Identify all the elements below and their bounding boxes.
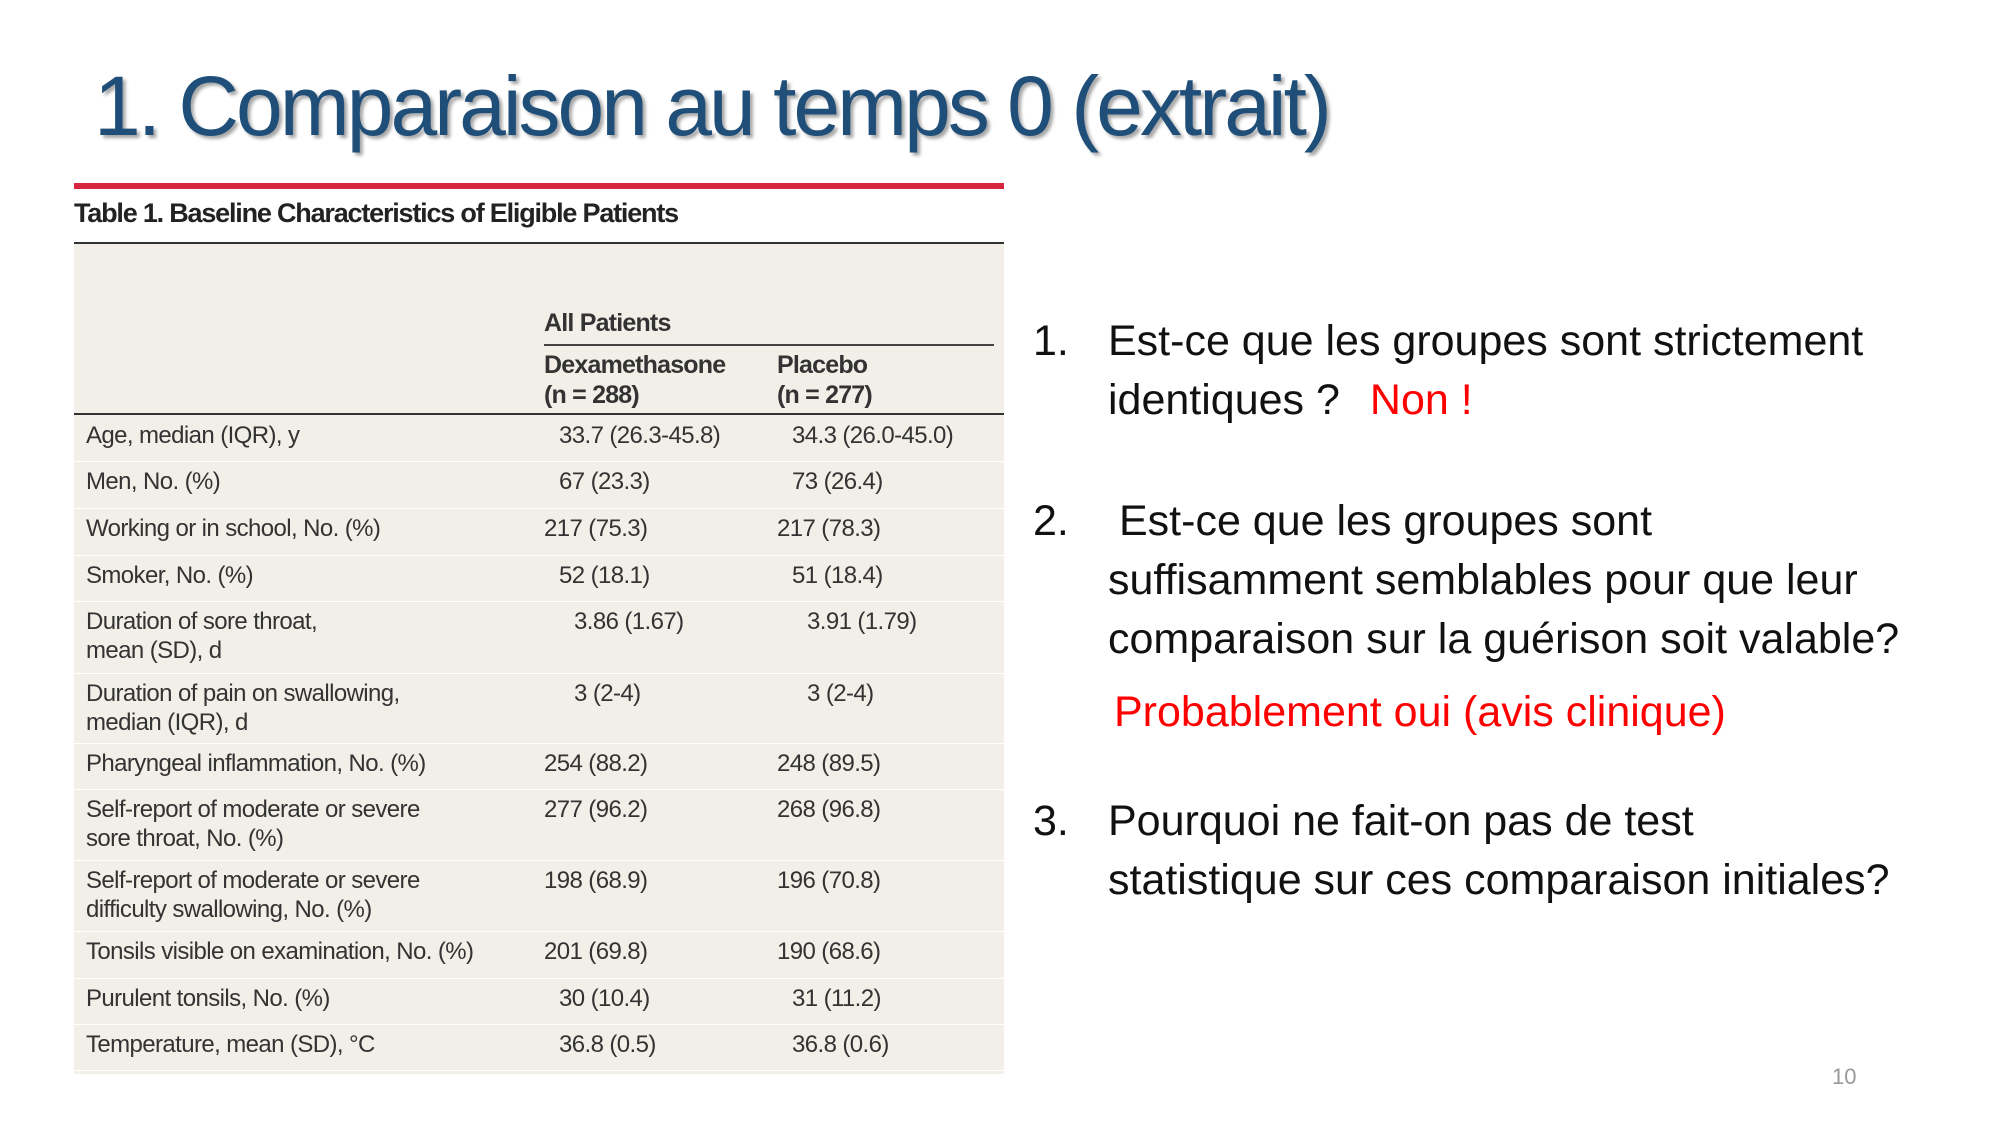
cell-pla: 34.3 (26.0-45.0) (792, 422, 954, 449)
cell-pla: 196 (70.8) (777, 867, 881, 894)
question-line: Est-ce que les groupes sont strictement (1108, 317, 1864, 365)
table-row (74, 743, 1004, 790)
question-line: identiques ? (1108, 376, 1340, 424)
cell-pla: 268 (96.8) (777, 796, 881, 823)
cell-dex: 36.8 (0.5) (559, 1031, 656, 1058)
slide-title: 1. Comparaison au temps 0 (extrait) (94, 59, 1329, 153)
table-row (74, 415, 1004, 462)
row-label (86, 514, 380, 543)
row-label (86, 795, 420, 853)
cell-dex: 201 (69.8) (544, 938, 648, 965)
row-label (86, 679, 400, 737)
table-row (74, 461, 1004, 509)
question-text (1108, 312, 1863, 371)
cell-dex: 52 (18.1) (559, 562, 650, 589)
question-text (1108, 851, 1890, 910)
row-label-line: Men, No. (%) (86, 468, 221, 495)
table-row (74, 555, 1004, 602)
table-row (74, 1024, 1004, 1071)
row-label (86, 984, 330, 1013)
question-text (1108, 551, 1858, 610)
row-label-line: difficulty swallowing, No. (%) (86, 896, 372, 923)
question-text (1108, 371, 1473, 430)
row-label-line: Smoker, No. (%) (86, 562, 254, 589)
row-label-line: Temperature, mean (SD), °C (86, 1031, 375, 1058)
row-label (86, 937, 473, 966)
row-label-line: Age, median (IQR), y (86, 422, 300, 449)
row-label (86, 866, 420, 924)
cell-pla: 51 (18.4) (792, 562, 883, 589)
cell-pla: 3.91 (1.79) (807, 608, 917, 635)
column-name: Dexamethasone (544, 351, 726, 379)
cell-pla: 3 (2-4) (807, 680, 874, 707)
question-line: Est-ce que les groupes sont (1119, 497, 1653, 545)
row-label-line: Purulent tonsils, No. (%) (86, 985, 330, 1012)
question-text (1108, 610, 1899, 669)
question-line: comparaison sur la guérison soit valable? (1108, 615, 1900, 663)
cell-dex: 254 (88.2) (544, 750, 648, 777)
group-header: All Patients (544, 309, 671, 337)
row-label-line: Working or in school, No. (%) (86, 515, 381, 542)
cell-pla: 217 (78.3) (777, 515, 881, 542)
question-line: statistique sur ces comparaison initiales? (1108, 856, 1890, 904)
row-label (86, 749, 426, 778)
question-text (1108, 792, 1694, 851)
question-number: 1. (1033, 317, 1069, 365)
row-label-line: Duration of sore throat, (86, 608, 318, 635)
answer-text: Probablement oui (avis clinique) (1114, 688, 1726, 736)
row-label-line: sore throat, No. (%) (86, 825, 284, 852)
table-row (74, 789, 1004, 861)
row-label-line: Self-report of moderate or severe (86, 867, 420, 894)
question-number: 2. (1033, 497, 1069, 545)
cell-dex: 3 (2-4) (574, 680, 641, 707)
cell-pla: 31 (11.2) (792, 985, 881, 1012)
row-label (86, 1030, 375, 1059)
row-label (86, 421, 299, 450)
group-header-rule (544, 344, 994, 346)
row-label-line: Self-report of moderate or severe (86, 796, 420, 823)
row-label-line: Duration of pain on swallowing, (86, 680, 400, 707)
page-number: 10 (1832, 1064, 1857, 1089)
cell-pla: 36.8 (0.6) (792, 1031, 889, 1058)
table-row (74, 978, 1004, 1025)
cell-dex: 217 (75.3) (544, 515, 648, 542)
red-divider (74, 183, 1004, 189)
row-label-line: median (IQR), d (86, 709, 248, 736)
answer-text: Non ! (1369, 376, 1473, 424)
cell-pla: 190 (68.6) (777, 938, 881, 965)
cell-dex: 67 (23.3) (559, 468, 650, 495)
cell-dex: 33.7 (26.3-45.8) (559, 422, 721, 449)
column-header-dexamethasone (544, 350, 725, 410)
table-row (74, 673, 1004, 744)
column-n: (n = 288) (544, 381, 639, 409)
question-line: Pourquoi ne fait-on pas de test (1108, 797, 1694, 845)
cell-dex: 198 (68.9) (544, 867, 648, 894)
cell-pla: 248 (89.5) (777, 750, 881, 777)
row-label (86, 561, 253, 590)
question-number: 3. (1033, 797, 1069, 845)
table-row (74, 508, 1004, 556)
row-label (86, 607, 317, 665)
table-row (74, 860, 1004, 932)
table-row (74, 601, 1004, 674)
row-label (86, 467, 220, 496)
row-label-line: Tonsils visible on examination, No. (%) (86, 938, 474, 965)
cell-dex: 3.86 (1.67) (574, 608, 684, 635)
cell-pla: 73 (26.4) (792, 468, 883, 495)
column-name: Placebo (777, 351, 868, 379)
question-line: suffisamment semblables pour que leur (1108, 556, 1858, 604)
baseline-table (74, 242, 1004, 1074)
table-row (74, 931, 1004, 979)
cell-dex: 277 (96.2) (544, 796, 648, 823)
row-label-line: Pharyngeal inflammation, No. (%) (86, 750, 426, 777)
column-n: (n = 277) (777, 381, 872, 409)
table-caption: Table 1. Baseline Characteristics of Eligible Patients (74, 198, 678, 228)
row-label-line: mean (SD), d (86, 637, 222, 664)
column-header-placebo (777, 350, 872, 410)
cell-dex: 30 (10.4) (559, 985, 650, 1012)
question-text (1119, 492, 1652, 551)
